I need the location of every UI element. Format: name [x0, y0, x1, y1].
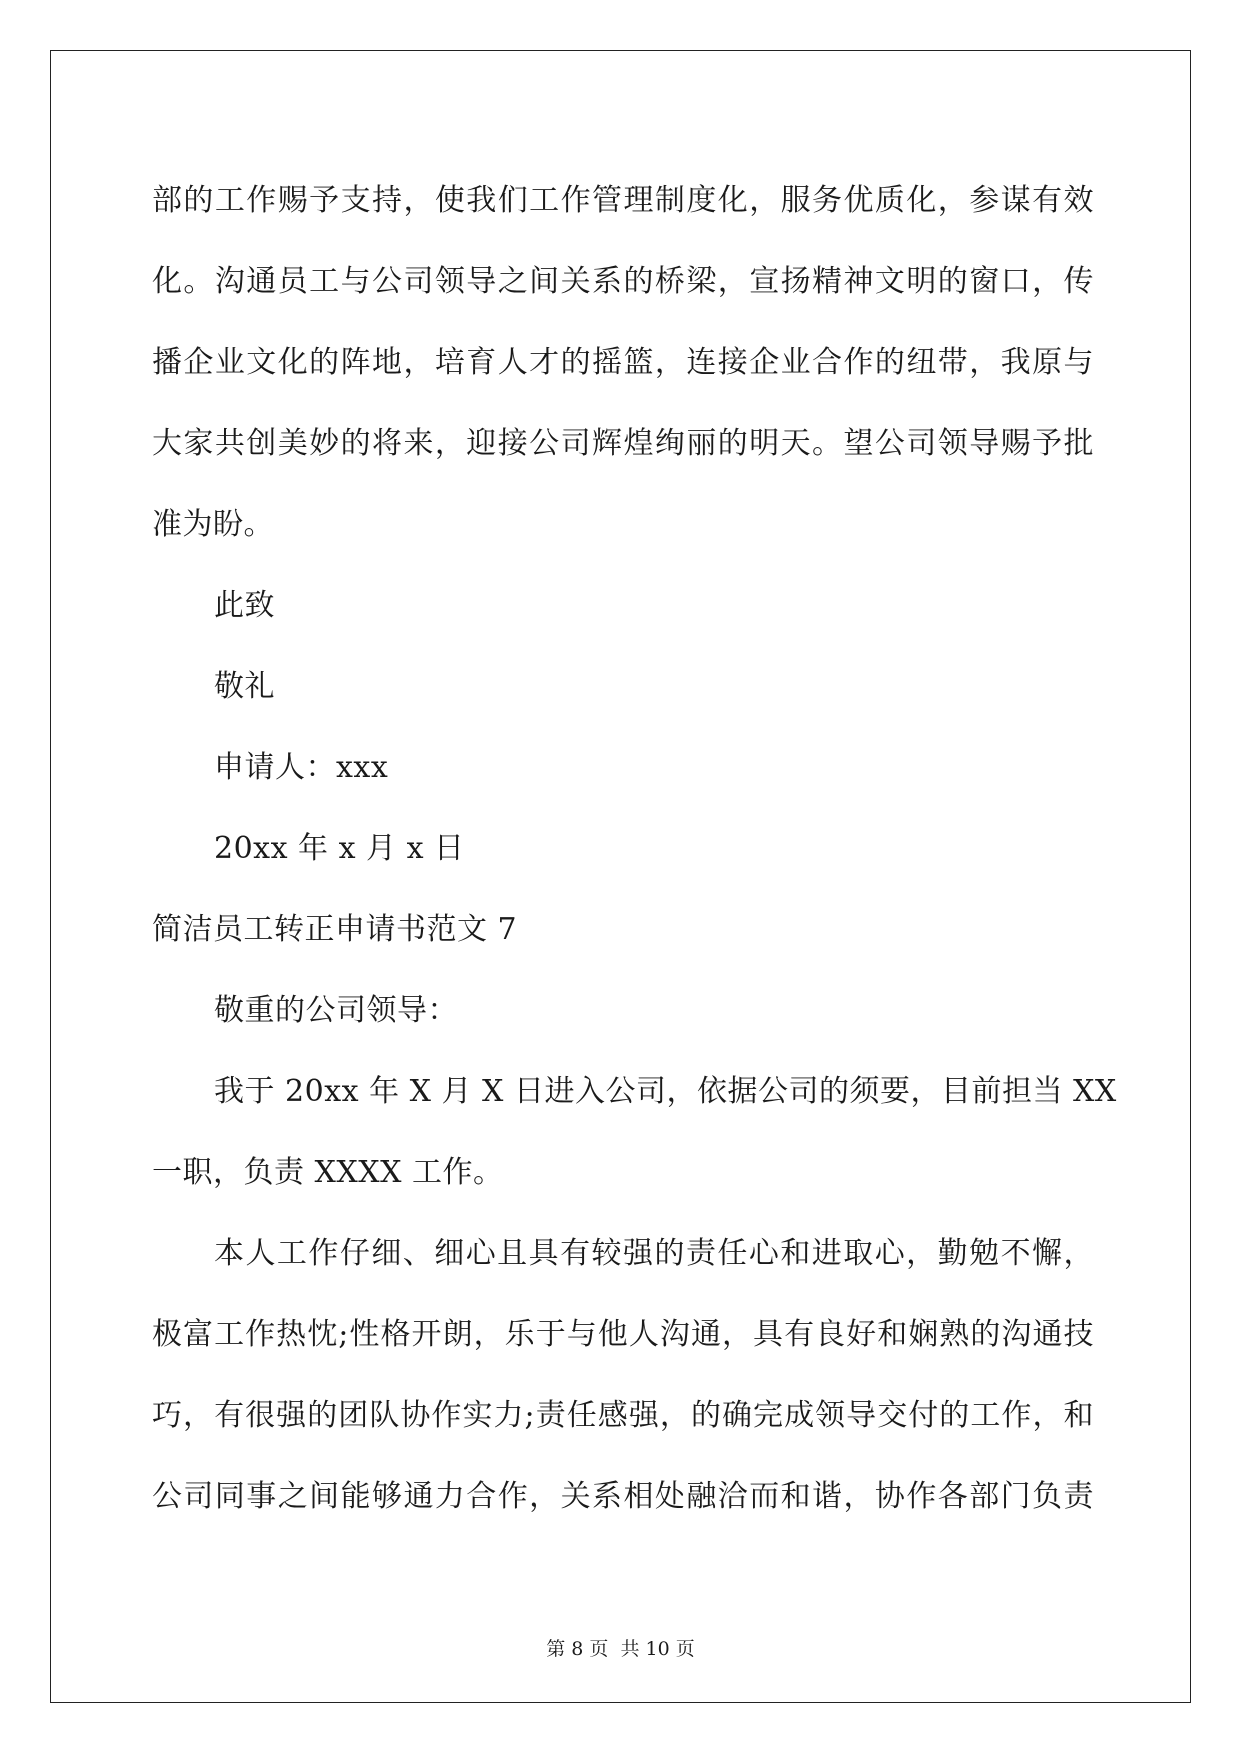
letter-date: 20xx 年 x 月 x 日 [214, 831, 465, 866]
section-heading: 简洁员工转正申请书范文 7 [152, 912, 518, 947]
page-total: 共 10 页 [620, 1638, 695, 1660]
document-body [152, 160, 1117, 1537]
text-line: 大家共创美妙的将来，迎接公司辉煌绚丽的明天。望公司领导赐予批 [152, 426, 1094, 461]
text-line: 本人工作仔细、细心且具有较强的责任心和进取心，勤勉不懈， [214, 1236, 1094, 1271]
text-line: 巧，有很强的团队协作实力;责任感强，的确完成领导交付的工作，和 [152, 1398, 1094, 1433]
letter-greeting: 敬重的公司领导： [214, 993, 458, 1028]
text-line: 化。沟通员工与公司领导之间关系的桥梁，宣扬精神文明的窗口，传 [152, 264, 1094, 299]
text-line: 准为盼。 [152, 507, 274, 542]
text-line: 我于 20xx 年 X 月 X 日进入公司，依据公司的须要，目前担当 XX [214, 1074, 1117, 1109]
page-footer [0, 1634, 1241, 1661]
text-line: 极富工作热忱;性格开朗，乐于与他人沟通，具有良好和娴熟的沟通技 [152, 1317, 1094, 1352]
text-line: 公司同事之间能够通力合作，关系相处融洽而和谐，协作各部门负责 [152, 1479, 1094, 1514]
text-line: 播企业文化的阵地，培育人才的摇篮，连接企业合作的纽带，我原与 [152, 345, 1094, 380]
closing-regards: 敬礼 [214, 669, 275, 704]
text-line: 部的工作赐予支持，使我们工作管理制度化，服务优质化，参谋有效 [152, 183, 1094, 218]
closing-salutation: 此致 [214, 588, 275, 623]
page-number: 第 8 页 [546, 1638, 609, 1660]
applicant-signature: 申请人：xxx [214, 750, 389, 785]
text-line: 一职，负责 XXXX 工作。 [152, 1155, 504, 1190]
